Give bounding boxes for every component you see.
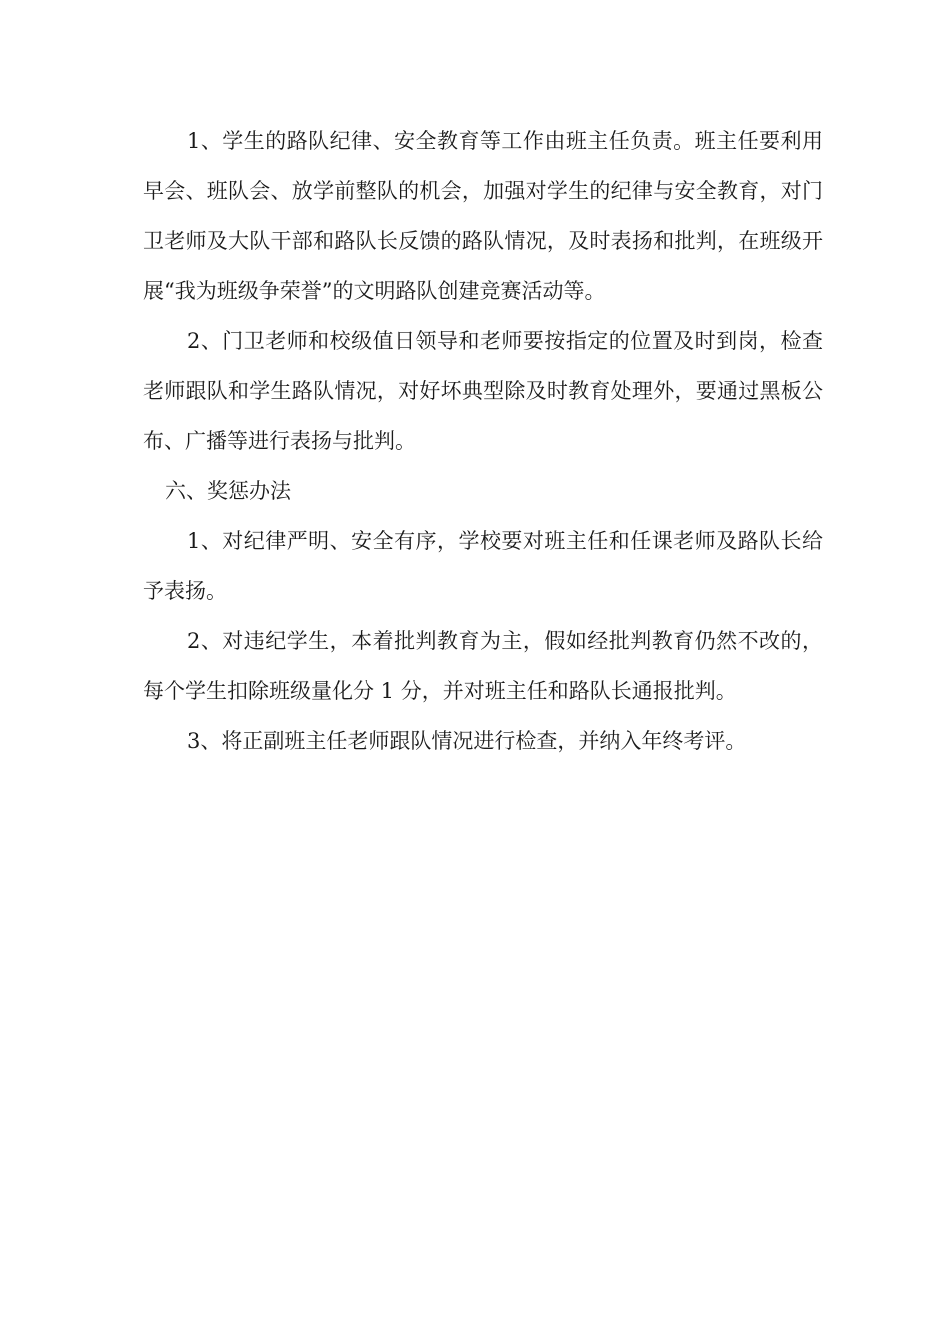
paragraph-reward: 1、对纪律严明、安全有序，学校要对班主任和任课老师及路队长给予表扬。 xyxy=(143,529,823,603)
paragraph-gate-duty: 2、门卫老师和校级值日领导和老师要按指定的位置及时到岗，检查老师跟队和学生路队情况，对好坏典型除及时教育处理外，要通过黑板公布、广播等进行表扬与批判。 xyxy=(143,329,823,453)
paragraph-evaluation: 3、将正副班主任老师跟队情况进行检查，并纳入年终考评。 xyxy=(187,729,747,753)
section-heading-rewards-penalties: 六、奖惩办法 xyxy=(165,479,291,503)
paragraph-class-teacher-duty: 1、学生的路队纪律、安全教育等工作由班主任负责。班主任要利用早会、班队会、放学前整队的机会，加强对学生的纪律与安全教育，对门卫老师及大队干部和路队长反馈的路队情况，及时表扬和批判，在班级开展“我为班级争荣誉”的文明路队创建竞赛活动等。 xyxy=(143,129,823,303)
paragraph-penalty: 2、对违纪学生，本着批判教育为主，假如经批判教育仍然不改的，每个学生扣除班级量化分 1 分，并对班主任和路队长通报批判。 xyxy=(143,629,823,703)
document-body xyxy=(143,116,823,766)
